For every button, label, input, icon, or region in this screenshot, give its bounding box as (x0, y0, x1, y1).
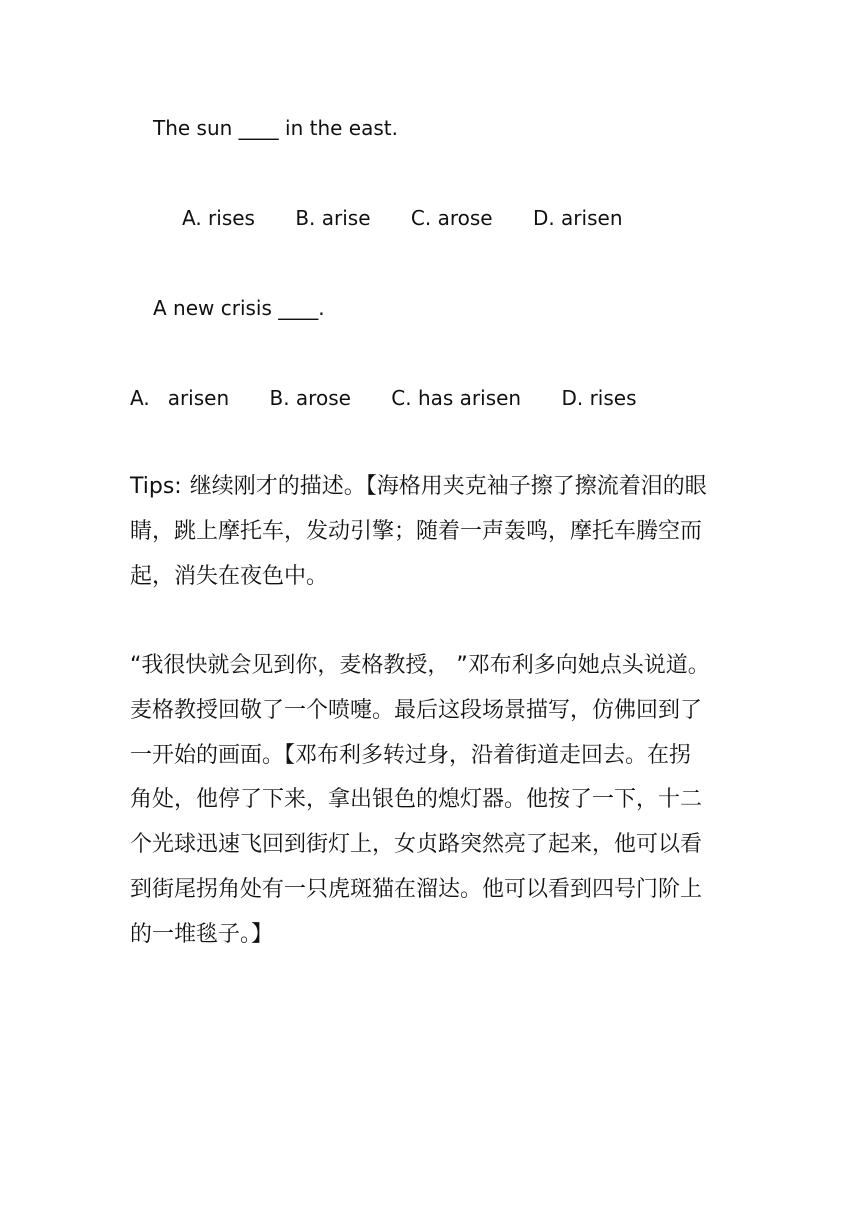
option-c: C. has arisen (391, 386, 522, 410)
story-line-6: 到街尾拐角处有一只虎斑猫在溜达。他可以看到四号门阶上 (130, 876, 703, 902)
story-line-1: “我很快就会见到你，麦格教授， ”邓布利多向她点头说道。 (130, 653, 710, 678)
question-2-stem: A new crisis ____. (153, 296, 325, 320)
option-d: D. rises (561, 386, 637, 410)
tips-line-1 (130, 465, 740, 510)
tips-text: 继续刚才的描述。【海格用夹克袖子擦了擦流着泪的眼 (189, 474, 707, 499)
option-d: D. arisen (532, 206, 623, 230)
option-a-letter: A. (130, 386, 150, 410)
question-2-options (130, 383, 671, 413)
story-line-4: 角处，他停了下来，拿出银色的熄灯器。他按了一下，十二 (130, 787, 703, 813)
story-paragraph (130, 644, 740, 958)
option-c: C. arose (410, 206, 493, 230)
question-1-options (182, 203, 657, 233)
story-line-2: 麦格教授回敬了一个喷嚏。最后这段场景描写，仿佛回到了 (130, 697, 703, 723)
tips-label: Tips: (130, 474, 182, 499)
question-1-stem: The sun ____ in the east. (153, 116, 398, 140)
story-line-7: 的一堆毯子。】 (130, 921, 274, 947)
option-a: A. rises (182, 206, 255, 230)
option-a-text: arisen (167, 386, 230, 410)
tips-line-2: 睛，跳上摩托车，发动引擎；随着一声轰鸣，摩托车腾空而 (130, 518, 703, 544)
tips-paragraph (130, 465, 740, 599)
tips-line-3: 起，消失在夜色中。 (130, 563, 329, 589)
story-line-5: 个光球迅速飞回到街灯上，女贞路突然亮了起来，他可以看 (130, 832, 703, 858)
story-line-3: 一开始的画面。【邓布利多转过身，沿着街道走回去。在拐 (130, 742, 692, 768)
option-b: B. arise (295, 206, 371, 230)
option-b: B. arose (269, 386, 351, 410)
